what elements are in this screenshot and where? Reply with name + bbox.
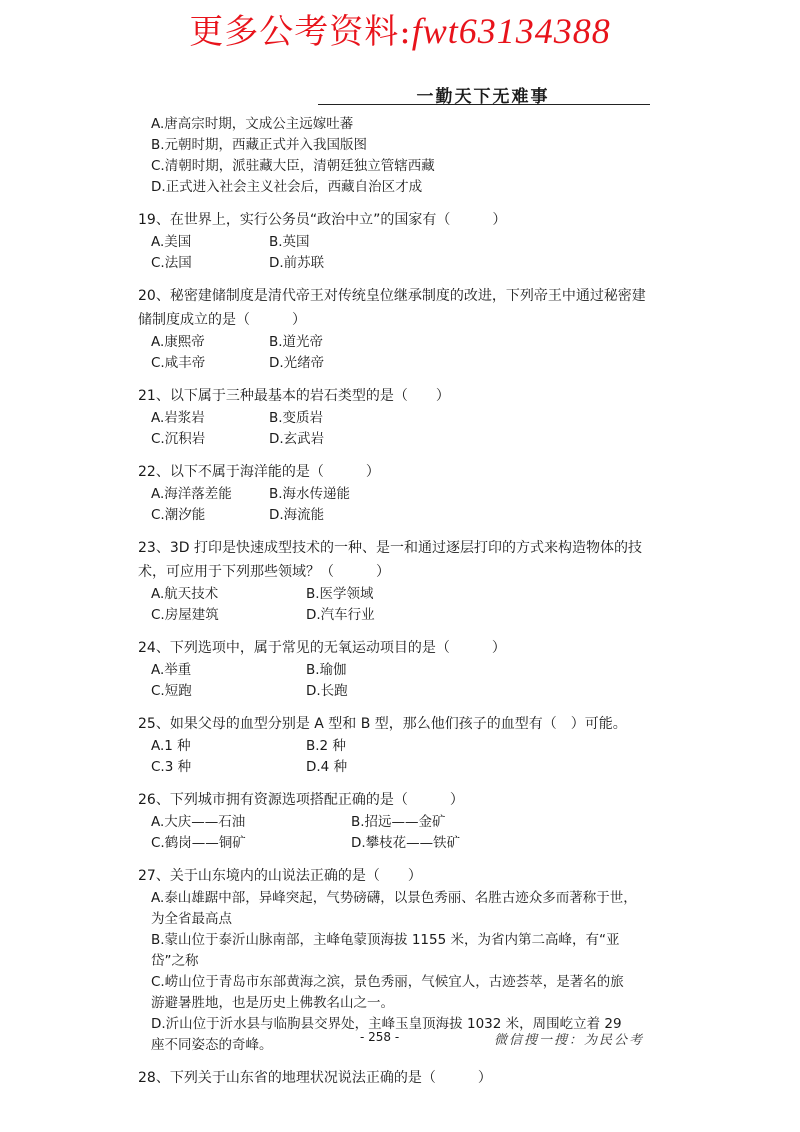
- q21-option-a: A.岩浆岩: [151, 410, 205, 426]
- q20-option-c: C.咸丰帝: [151, 355, 206, 371]
- q24-stem: 24、下列选项中，属于常见的无氧运动项目的是（ ）: [138, 640, 506, 656]
- q18-options: [151, 114, 671, 198]
- q20-option-b: B.道光帝: [269, 334, 324, 350]
- q24-option-a: A.举重: [151, 662, 192, 678]
- q21-option-d: D.玄武岩: [269, 431, 325, 447]
- header-rule: [318, 104, 650, 105]
- q24-option-b: B.瑜伽: [306, 662, 347, 678]
- q19-option-c: C.法国: [151, 255, 192, 271]
- q21-option-b: B.变质岩: [269, 410, 324, 426]
- q27-option-d-line2: 座不同姿态的奇峰。: [151, 1037, 273, 1053]
- q19-option-b: B.英国: [269, 234, 310, 250]
- question-23: [138, 536, 671, 626]
- q27-option-a-line2: 为全省最高点: [151, 911, 232, 927]
- question-27: [138, 864, 671, 1056]
- q27-option-b-line1: B.蒙山位于泰沂山脉南部，主峰龟蒙顶海拔 1155 米，为省内第二高峰，有“亚: [151, 932, 620, 948]
- q26-option-d: D.攀枝花——铁矿: [351, 835, 461, 851]
- q23-option-b: B.医学领域: [306, 586, 374, 602]
- q20-stem-line1: 20、秘密建储制度是清代帝王对传统皇位继承制度的改进，下列帝王中通过秘密建: [138, 288, 646, 304]
- q23-option-c: C.房屋建筑: [151, 607, 219, 623]
- q20-stem-line2: 储制度成立的是（ ）: [138, 312, 306, 328]
- q26-option-b: B.招远——金矿: [351, 814, 446, 830]
- q23-option-a: A.航天技术: [151, 586, 219, 602]
- q24-option-c: C.短跑: [151, 683, 192, 699]
- q22-option-c: C.潮汐能: [151, 507, 206, 523]
- q25-option-d: D.4 种: [306, 759, 348, 775]
- q22-option-a: A.海洋落差能: [151, 486, 232, 502]
- q27-option-c-line2: 游避暑胜地，也是历史上佛教名山之一。: [151, 995, 394, 1011]
- q27-option-d-line1: D.沂山位于沂水县与临朐县交界处，主峰玉皇顶海拔 1032 米，周围屹立着 29: [151, 1016, 622, 1032]
- q18-option-c: C.清朝时期，派驻藏大臣，清朝廷独立管辖西藏: [151, 158, 435, 174]
- question-25: [138, 712, 671, 778]
- q20-option-a: A.康熙帝: [151, 334, 205, 350]
- question-22: [138, 460, 671, 526]
- q18-option-d: D.正式进入社会主义社会后，西藏自治区才成: [151, 179, 423, 195]
- question-content: [138, 114, 671, 1090]
- q23-option-d: D.汽车行业: [306, 607, 375, 623]
- q27-option-a-line1: A.泰山雄踞中部，异峰突起，气势磅礴，以景色秀丽、名胜古迹众多而著称于世，: [151, 890, 637, 906]
- q26-stem: 26、下列城市拥有资源选项搭配正确的是（ ）: [138, 792, 464, 808]
- q21-option-c: C.沉积岩: [151, 431, 206, 447]
- q22-stem: 22、以下不属于海洋能的是（ ）: [138, 464, 380, 480]
- banner-prefix: 更多公考资料:: [189, 12, 412, 52]
- question-26: [138, 788, 671, 854]
- question-20: [138, 284, 671, 374]
- q27-option-c-line1: C.崂山位于青岛市东部黄海之滨，景色秀丽，气候宜人，古迹荟萃，是著名的旅: [151, 974, 624, 990]
- q20-option-d: D.光绪帝: [269, 355, 325, 371]
- banner-contact: fwt63134388: [411, 11, 611, 51]
- q19-stem: 19、在世界上，实行公务员“政治中立”的国家有（ ）: [138, 212, 507, 228]
- q19-option-a: A.美国: [151, 234, 192, 250]
- q18-option-a: A.唐高宗时期，文成公主远嫁吐蕃: [151, 116, 354, 132]
- q27-option-b-line2: 岱”之称: [151, 953, 199, 969]
- page-header-title: 一勤天下无难事: [416, 87, 550, 107]
- q23-stem-line2: 术，可应用于下列那些领域？（ ）: [138, 564, 390, 580]
- q25-stem: 25、如果父母的血型分别是 A 型和 B 型，那么他们孩子的血型有（ ）可能。: [138, 716, 627, 732]
- q25-option-c: C.3 种: [151, 759, 192, 775]
- q23-stem-line1: 23、3D 打印是快速成型技术的一种、是一和通过逐层打印的方式来构造物体的技: [138, 540, 642, 556]
- q28-stem: 28、下列关于山东省的地理状况说法正确的是（ ）: [138, 1070, 492, 1086]
- q19-option-d: D.前苏联: [269, 255, 325, 271]
- question-19: [138, 208, 671, 274]
- q22-option-b: B.海水传递能: [269, 486, 351, 502]
- page-number: - 258 -: [360, 1030, 400, 1044]
- q24-option-d: D.长跑: [306, 683, 348, 699]
- q26-option-c: C.鹤岗——铜矿: [151, 835, 246, 851]
- q21-stem: 21、以下属于三种最基本的岩石类型的是（ ）: [138, 388, 450, 404]
- q22-option-d: D.海流能: [269, 507, 325, 523]
- question-21: [138, 384, 671, 450]
- q18-option-b: B.元朝时期，西藏正式并入我国版图: [151, 137, 368, 153]
- question-28: [138, 1066, 671, 1090]
- promo-banner: [0, 4, 800, 53]
- q25-option-b: B.2 种: [306, 738, 346, 754]
- question-24: [138, 636, 671, 702]
- q25-option-a: A.1 种: [151, 738, 191, 754]
- footer-signature: 微信搜一搜：为民公考: [494, 1033, 645, 1048]
- q27-stem: 27、关于山东境内的山说法正确的是（ ）: [138, 868, 422, 884]
- q26-option-a: A.大庆——石油: [151, 814, 246, 830]
